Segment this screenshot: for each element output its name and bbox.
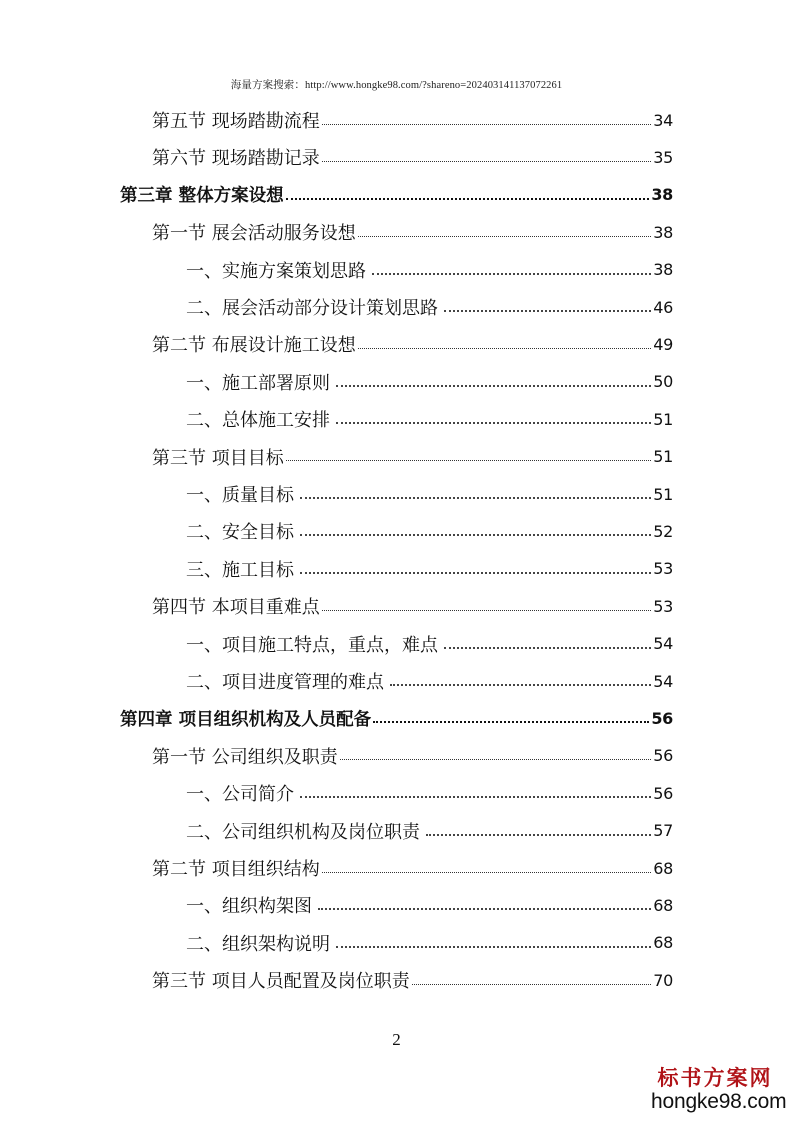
toc-entry-title: 二、公司组织机构及岗位职责 xyxy=(186,821,420,843)
toc-entry-chapter[interactable] xyxy=(120,703,673,733)
toc-entry-title: 一、施工部署原则 xyxy=(186,372,330,394)
toc-entry-page-number: 34 xyxy=(653,110,673,130)
toc-entry-title: 第六节 现场踏勘记录 xyxy=(152,148,320,170)
toc-entry-item[interactable] xyxy=(186,255,673,285)
watermark-url: hongke98.com xyxy=(651,1090,787,1113)
toc-dot-leader xyxy=(322,124,652,125)
toc-entry-section[interactable] xyxy=(152,442,673,472)
toc-entry-title: 二、展会活动部分设计策划思路 xyxy=(186,298,438,319)
toc-dot-leader xyxy=(318,908,651,910)
toc-entry-page-number: 56 xyxy=(653,746,673,766)
toc-entry-title: 三、施工目标 xyxy=(186,559,294,581)
toc-entry-page-number: 68 xyxy=(653,933,673,953)
toc-dot-leader xyxy=(300,497,651,499)
toc-entry-title: 第二节 项目组织结构 xyxy=(152,859,320,880)
toc-dot-leader xyxy=(322,872,652,873)
toc-entry-section[interactable] xyxy=(152,853,673,883)
toc-dot-leader xyxy=(322,610,652,611)
toc-entry-page-number: 46 xyxy=(653,297,673,317)
toc-entry-title: 二、组织架构说明 xyxy=(186,933,330,955)
page-header-search-url: 海量方案搜索：http://www.hongke98.com/?shareno=20240314113707226​1 xyxy=(230,80,563,91)
toc-dot-leader xyxy=(444,310,651,312)
toc-entry-title: 二、安全目标 xyxy=(186,522,294,544)
toc-dot-leader xyxy=(300,534,651,536)
toc-entry-item[interactable] xyxy=(186,554,673,584)
toc-dot-leader xyxy=(358,348,652,349)
toc-entry-page-number: 57 xyxy=(653,821,673,841)
toc-entry-title: 第一节 展会活动服务设想 xyxy=(152,223,356,245)
toc-entry-title: 第三章 整体方案设想 xyxy=(120,186,284,207)
toc-dot-leader xyxy=(336,385,651,387)
toc-entry-item[interactable] xyxy=(186,629,673,659)
toc-entry-item[interactable] xyxy=(186,479,673,509)
toc-entry-title: 第五节 现场踏勘流程 xyxy=(152,111,320,132)
toc-entry-page-number: 68 xyxy=(653,858,673,878)
toc-dot-leader xyxy=(426,834,651,836)
toc-dot-leader xyxy=(358,236,652,237)
toc-entry-title: 二、项目进度管理的难点 xyxy=(186,672,384,693)
toc-entry-title: 一、组织构架图 xyxy=(186,896,312,918)
toc-entry-title: 第三节 项目目标 xyxy=(152,447,284,469)
toc-dot-leader xyxy=(322,161,652,162)
toc-entry-page-number: 70 xyxy=(653,970,673,990)
toc-entry-title: 第二节 布展设计施工设想 xyxy=(152,335,356,357)
toc-entry-page-number: 52 xyxy=(653,521,673,541)
toc-dot-leader xyxy=(300,796,651,798)
page-number: 2 xyxy=(392,1030,401,1049)
toc-entry-item[interactable] xyxy=(186,404,673,434)
toc-entry-item[interactable] xyxy=(186,816,673,846)
watermark-site-name: 标书方案网 xyxy=(657,1065,773,1090)
toc-dot-leader xyxy=(286,198,650,200)
toc-entry-page-number: 56 xyxy=(651,708,673,728)
toc-entry-item[interactable] xyxy=(186,778,673,808)
toc-entry-page-number: 49 xyxy=(653,334,673,354)
toc-entry-title: 一、项目施工特点，重点，难点 xyxy=(186,634,438,656)
toc-entry-title: 第四节 本项目重难点 xyxy=(152,597,320,619)
toc-entry-title: 二、总体施工安排 xyxy=(186,410,330,432)
toc-entry-page-number: 38 xyxy=(653,222,673,242)
toc-entry-item[interactable] xyxy=(186,666,673,696)
toc-entry-section[interactable] xyxy=(152,965,673,995)
toc-entry-page-number: 51 xyxy=(653,484,673,504)
toc-entry-page-number: 50 xyxy=(653,372,673,392)
toc-entry-page-number: 54 xyxy=(653,671,673,691)
toc-entry-title: 第四章 项目组织机构及人员配备 xyxy=(120,709,372,730)
toc-entry-page-number: 51 xyxy=(653,447,673,467)
toc-entry-section[interactable] xyxy=(152,105,673,135)
toc-entry-page-number: 38 xyxy=(651,185,673,205)
toc-entry-page-number: 38 xyxy=(653,260,673,280)
toc-entry-title: 第一节 公司组织及职责 xyxy=(152,746,338,768)
toc-dot-leader xyxy=(444,647,651,649)
toc-entry-page-number: 68 xyxy=(653,895,673,915)
toc-entry-chapter[interactable] xyxy=(120,180,673,210)
toc-entry-item[interactable] xyxy=(186,516,673,546)
toc-entry-page-number: 54 xyxy=(653,634,673,654)
toc-entry-section[interactable] xyxy=(152,142,673,172)
toc-dot-leader xyxy=(336,946,651,948)
toc-dot-leader xyxy=(412,984,652,985)
toc-entry-item[interactable] xyxy=(186,292,673,322)
toc-entry-title: 一、实施方案策划思路 xyxy=(186,260,366,282)
toc-entry-item[interactable] xyxy=(186,928,673,958)
toc-dot-leader xyxy=(340,759,652,760)
toc-dot-leader xyxy=(372,273,651,275)
toc-dot-leader xyxy=(390,684,651,686)
watermark-logo xyxy=(651,1065,787,1114)
toc-entry-item[interactable] xyxy=(186,367,673,397)
toc-entry-title: 第三节 项目人员配置及岗位职责 xyxy=(152,971,410,993)
toc-entry-page-number: 53 xyxy=(653,596,673,616)
toc-dot-leader xyxy=(373,721,649,723)
toc-dot-leader xyxy=(300,572,651,574)
toc-entry-title: 一、质量目标 xyxy=(186,485,294,506)
toc-entry-item[interactable] xyxy=(186,890,673,920)
toc-entry-section[interactable] xyxy=(152,741,673,771)
toc-dot-leader xyxy=(286,460,652,461)
toc-entry-page-number: 35 xyxy=(653,147,673,167)
toc-entry-page-number: 53 xyxy=(653,559,673,579)
toc-dot-leader xyxy=(336,422,651,424)
toc-entry-section[interactable] xyxy=(152,591,673,621)
toc-entry-page-number: 56 xyxy=(653,783,673,803)
toc-entry-page-number: 51 xyxy=(653,409,673,429)
toc-entry-title: 一、公司简介 xyxy=(186,784,294,806)
toc-entry-section[interactable] xyxy=(152,329,673,359)
toc-entry-section[interactable] xyxy=(152,217,673,247)
